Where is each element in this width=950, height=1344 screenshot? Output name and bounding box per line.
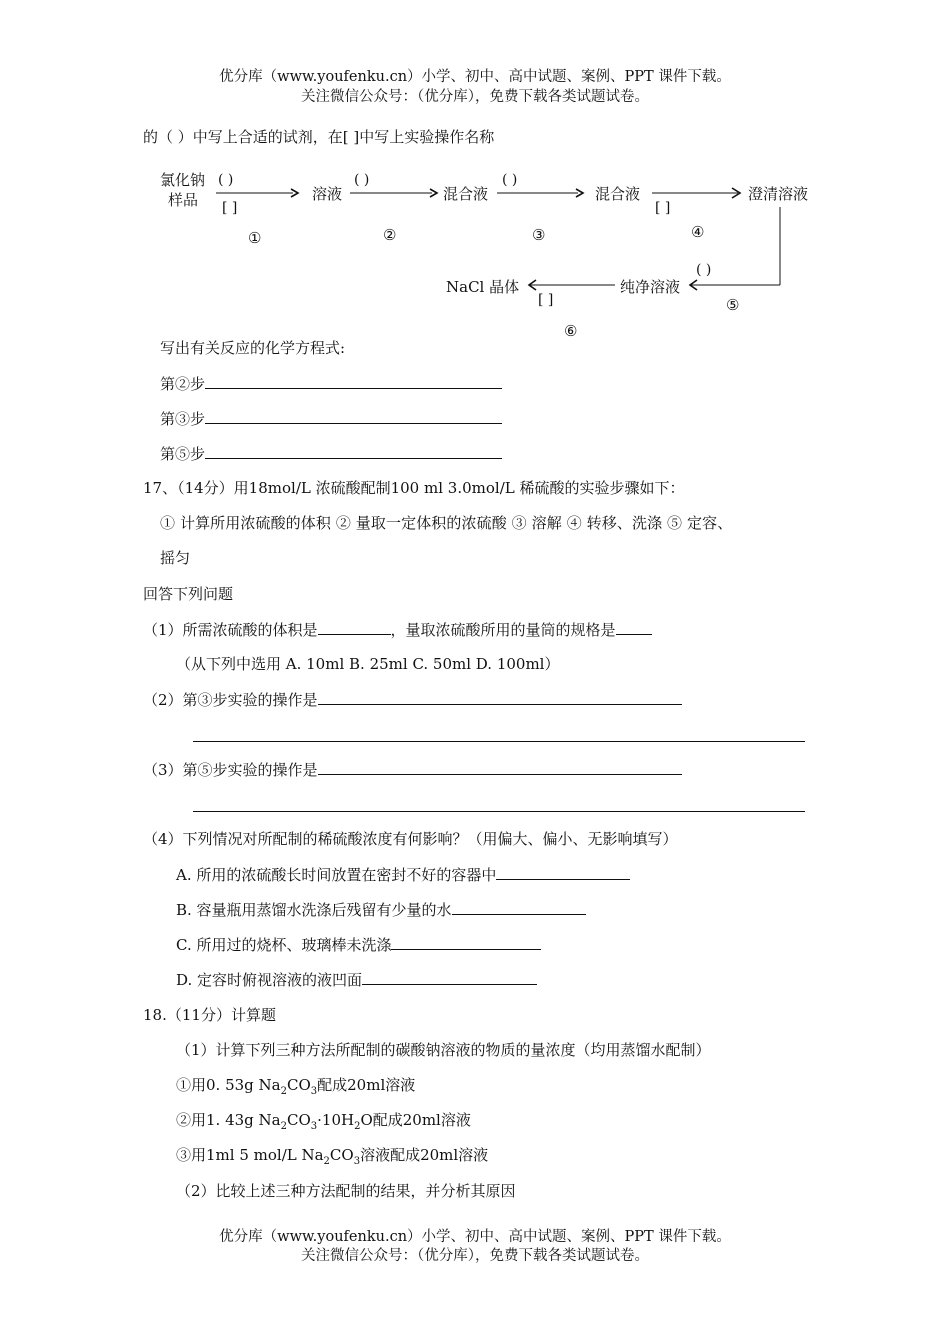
flow-reagent-3: ( ) xyxy=(502,172,518,188)
q17-sub1 xyxy=(143,618,652,641)
page-footer-line1: 优分库（www.youfenku.cn）小学、初中、高中试题、案例、PPT 课件下载。 xyxy=(219,1229,731,1245)
q17-sub4-b-blank[interactable] xyxy=(452,898,586,915)
flow-reagent-1: ( ) xyxy=(218,172,234,188)
equation-step5-label: 第⑤步 xyxy=(160,445,206,463)
flow-operation-4: [ ] xyxy=(655,200,671,216)
equation-step2-blank[interactable] xyxy=(205,372,502,389)
q17-sub4-a-blank[interactable] xyxy=(496,863,630,880)
q17-steps-line2: 摇匀 xyxy=(160,549,191,567)
q17-sub3-blank[interactable] xyxy=(318,758,682,775)
flow-reagent-5: ( ) xyxy=(696,262,712,278)
flow-node-3: 混合液 xyxy=(595,185,641,203)
q17-sub2-blank[interactable] xyxy=(318,688,682,705)
equation-step5 xyxy=(160,442,502,465)
q17-volume-blank[interactable] xyxy=(318,618,391,635)
q17-sub3-text: （3）第⑤步实验的操作是 xyxy=(143,761,318,779)
q17-answer-prompt: 回答下列问题 xyxy=(143,585,234,603)
flow-reagent-2: ( ) xyxy=(354,172,370,188)
flow-step-4: ④ xyxy=(691,223,705,241)
q18-title: 18.（11分）计算题 xyxy=(143,1006,276,1024)
flow-node-5: 纯净溶液 xyxy=(620,278,681,296)
q17-sub4-c-blank[interactable] xyxy=(391,933,541,950)
q17-title: 17、（14分）用18mol/L 浓硫酸配制100 ml 3.0mol/L 稀硫酸的实验步骤如下： xyxy=(143,479,685,497)
flow-step-2: ② xyxy=(383,226,397,244)
page-footer-line2: 关注微信公众号：（优分库），免费下载各类试题试卷。 xyxy=(301,1248,649,1264)
equation-step2-label: 第②步 xyxy=(160,375,206,393)
q17-sub4-d xyxy=(176,968,537,991)
flow-start-line2: 样品 xyxy=(168,191,199,209)
flow-node-4: 澄清溶液 xyxy=(748,185,809,203)
flow-node-1: 溶液 xyxy=(312,185,343,203)
q18-sub2: （2）比较上述三种方法配制的结果，并分析其原因 xyxy=(176,1182,516,1200)
q17-sub2-answer-line[interactable] xyxy=(193,741,805,742)
flow-step-6: ⑥ xyxy=(564,322,578,340)
q17-cylinder-blank[interactable] xyxy=(616,618,652,635)
q17-sub4-c-text: C. 所用过的烧杯、玻璃棒未洗涤 xyxy=(176,936,392,954)
q17-sub1-text-b: ，量取浓硫酸所用的量筒的规格是 xyxy=(390,621,616,639)
flow-step-3: ③ xyxy=(532,226,546,244)
q17-sub3 xyxy=(143,758,682,781)
equation-step5-blank[interactable] xyxy=(205,442,502,459)
equations-title: 写出有关反应的化学方程式: xyxy=(160,339,346,357)
q17-sub2 xyxy=(143,688,682,711)
q17-sub1-options: （从下列中选用 A. 10ml B. 25ml C. 50ml D. 100ml） xyxy=(176,655,560,673)
q17-sub4-a-text: A. 所用的浓硫酸长时间放置在密封不好的容器中 xyxy=(176,866,497,884)
q18-sub1: （1）计算下列三种方法所配制的碳酸钠溶液的物质的量浓度（均用蒸馏水配制） xyxy=(176,1041,711,1059)
flow-start-line1: 氯化钠 xyxy=(160,171,206,189)
flow-operation-6: [ ] xyxy=(538,292,554,308)
q17-steps-line1: ① 计算所用浓硫酸的体积 ② 量取一定体积的浓硫酸 ③ 溶解 ④ 转移、洗涤 ⑤ 定容、 xyxy=(160,514,733,532)
q16-intro: 的（ ）中写上合适的试剂，在[ ]中写上实验操作名称 xyxy=(143,128,495,146)
q18-method3: ③用1ml 5 mol/L $Na_2CO_3$溶液配成20ml溶液 xyxy=(176,1146,489,1167)
page-header-line1: 优分库（www.youfenku.cn）小学、初中、高中试题、案例、PPT 课件下载。 xyxy=(219,69,731,85)
flow-step-1: ① xyxy=(248,229,262,247)
equation-step3 xyxy=(160,407,502,430)
q17-sub1-text-a: （1）所需浓硫酸的体积是 xyxy=(143,621,318,639)
q17-sub2-text: （2）第③步实验的操作是 xyxy=(143,691,318,709)
page-header-line2: 关注微信公众号：（优分库），免费下载各类试题试卷。 xyxy=(301,89,649,105)
flow-step-5: ⑤ xyxy=(726,296,740,314)
equation-step3-label: 第③步 xyxy=(160,410,206,428)
flow-node-2: 混合液 xyxy=(443,185,489,203)
flow-diagram xyxy=(140,160,830,345)
equation-step2 xyxy=(160,372,502,395)
flow-node-6: NaCl 晶体 xyxy=(446,278,520,296)
q17-sub4-c xyxy=(176,933,541,956)
equation-step3-blank[interactable] xyxy=(205,407,502,424)
q17-sub4-a xyxy=(176,863,630,886)
q17-sub4: （4）下列情况对所配制的稀硫酸浓度有何影响？（用偏大、偏小、无影响填写） xyxy=(143,830,678,848)
q17-sub4-b xyxy=(176,898,586,921)
q17-sub4-d-text: D. 定容时俯视溶液的液凹面 xyxy=(176,971,363,989)
q17-sub3-answer-line[interactable] xyxy=(193,811,805,812)
q17-sub4-d-blank[interactable] xyxy=(362,968,537,985)
q18-method1: ①用0. 53g $Na_2CO_3$配成20ml溶液 xyxy=(176,1076,416,1097)
q18-method2: ②用1. 43g $Na_2CO_3\cdot 10H_2O$配成20ml溶液 xyxy=(176,1111,471,1132)
q17-sub4-b-text: B. 容量瓶用蒸馏水洗涤后残留有少量的水 xyxy=(176,901,452,919)
flow-operation-1: [ ] xyxy=(222,200,238,216)
